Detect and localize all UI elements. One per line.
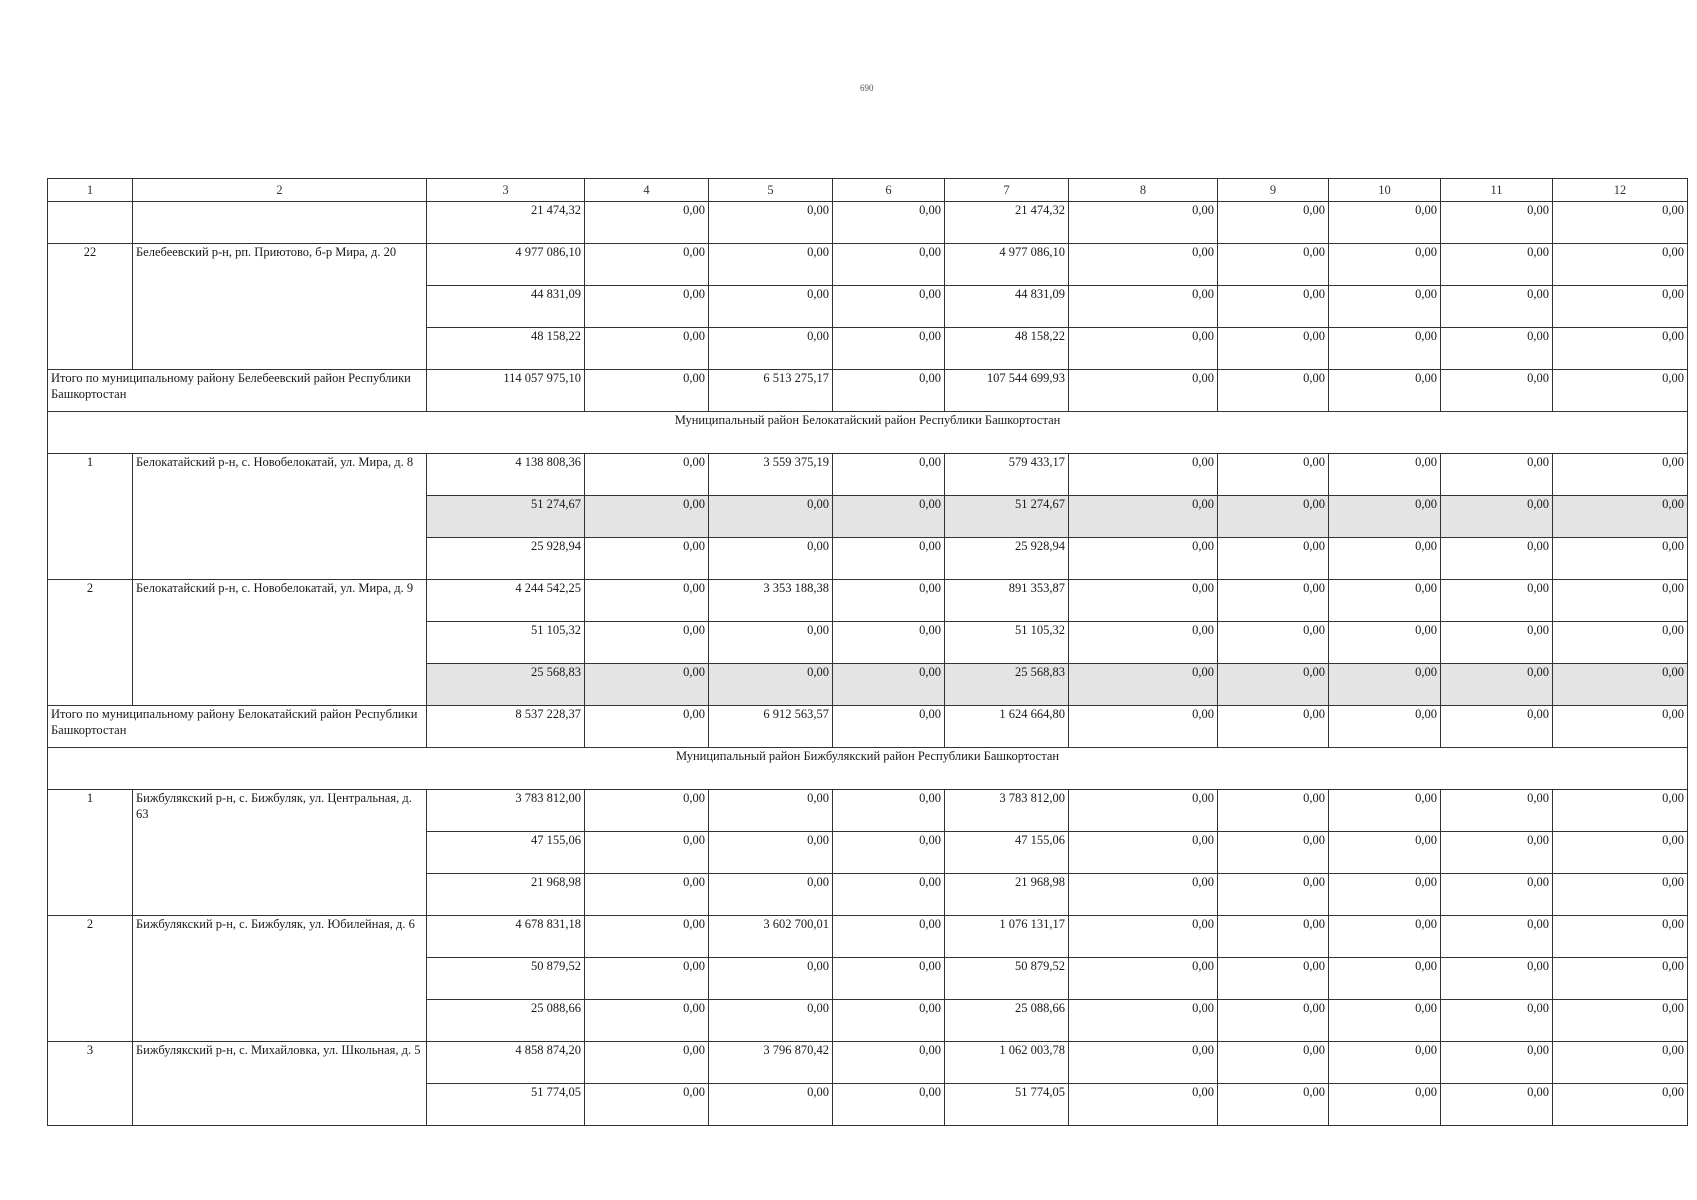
value-cell: 0,00 (833, 832, 945, 874)
value-cell: 0,00 (585, 1000, 709, 1042)
value-cell: 21 474,32 (427, 202, 585, 244)
value-cell: 0,00 (1553, 958, 1688, 1000)
total-label: Итого по муниципальному району Белебеевский район Республики Башкортостан (48, 370, 427, 412)
value-cell: 1 624 664,80 (945, 706, 1069, 748)
value-cell: 0,00 (585, 580, 709, 622)
value-cell: 0,00 (833, 538, 945, 580)
value-cell: 0,00 (585, 916, 709, 958)
value-cell: 51 274,67 (427, 496, 585, 538)
value-cell: 8 537 228,37 (427, 706, 585, 748)
value-cell: 0,00 (1329, 496, 1441, 538)
value-cell: 4 977 086,10 (945, 244, 1069, 286)
value-cell: 0,00 (1441, 328, 1553, 370)
value-cell: 0,00 (833, 622, 945, 664)
value-cell: 0,00 (1553, 664, 1688, 706)
value-cell: 0,00 (833, 706, 945, 748)
column-header: 3 (427, 179, 585, 202)
value-cell: 0,00 (833, 1042, 945, 1084)
value-cell: 0,00 (1069, 538, 1218, 580)
value-cell: 0,00 (709, 790, 833, 832)
value-cell: 0,00 (1329, 706, 1441, 748)
value-cell: 0,00 (585, 790, 709, 832)
value-cell: 0,00 (1441, 874, 1553, 916)
value-cell: 0,00 (1069, 916, 1218, 958)
value-cell: 21 474,32 (945, 202, 1069, 244)
value-cell: 0,00 (585, 622, 709, 664)
value-cell: 0,00 (833, 790, 945, 832)
value-cell: 0,00 (1218, 790, 1329, 832)
column-header: 9 (1218, 179, 1329, 202)
value-cell: 0,00 (1329, 832, 1441, 874)
value-cell: 0,00 (1069, 328, 1218, 370)
value-cell: 50 879,52 (945, 958, 1069, 1000)
value-cell: 6 513 275,17 (709, 370, 833, 412)
value-cell: 25 568,83 (945, 664, 1069, 706)
value-cell: 0,00 (709, 1000, 833, 1042)
total-row (48, 370, 1688, 412)
address-cell: Бижбулякский р-н, с. Бижбуляк, ул. Центральная, д. 63 (133, 790, 427, 916)
value-cell: 0,00 (585, 370, 709, 412)
value-cell: 0,00 (1069, 1000, 1218, 1042)
value-cell: 0,00 (833, 454, 945, 496)
value-cell: 51 774,05 (945, 1084, 1069, 1126)
table-row (48, 1042, 1688, 1084)
value-cell: 0,00 (1218, 286, 1329, 328)
value-cell: 0,00 (1441, 580, 1553, 622)
value-cell: 0,00 (1069, 664, 1218, 706)
value-cell: 0,00 (1441, 244, 1553, 286)
value-cell: 3 559 375,19 (709, 454, 833, 496)
value-cell: 0,00 (1069, 958, 1218, 1000)
value-cell: 0,00 (833, 496, 945, 538)
section-title: Муниципальный район Бижбулякский район Республики Башкортостан (48, 748, 1688, 790)
value-cell: 0,00 (585, 706, 709, 748)
column-header: 11 (1441, 179, 1553, 202)
value-cell: 0,00 (1069, 1042, 1218, 1084)
value-cell: 0,00 (709, 664, 833, 706)
value-cell: 25 568,83 (427, 664, 585, 706)
value-cell: 0,00 (1329, 790, 1441, 832)
column-header: 1 (48, 179, 133, 202)
value-cell: 0,00 (709, 622, 833, 664)
value-cell: 0,00 (1441, 706, 1553, 748)
value-cell: 0,00 (1069, 286, 1218, 328)
table-row (48, 580, 1688, 622)
value-cell: 0,00 (1553, 1000, 1688, 1042)
value-cell: 891 353,87 (945, 580, 1069, 622)
value-cell: 0,00 (1218, 580, 1329, 622)
value-cell: 0,00 (1069, 790, 1218, 832)
value-cell: 51 774,05 (427, 1084, 585, 1126)
value-cell: 0,00 (1553, 328, 1688, 370)
value-cell: 0,00 (1329, 958, 1441, 1000)
value-cell: 0,00 (1069, 874, 1218, 916)
value-cell: 0,00 (585, 202, 709, 244)
value-cell: 0,00 (1441, 538, 1553, 580)
row-index: 1 (48, 454, 133, 580)
value-cell: 0,00 (1553, 1084, 1688, 1126)
value-cell: 44 831,09 (427, 286, 585, 328)
value-cell: 25 928,94 (427, 538, 585, 580)
value-cell: 0,00 (709, 1084, 833, 1126)
value-cell: 0,00 (1069, 622, 1218, 664)
value-cell: 0,00 (1329, 1084, 1441, 1126)
value-cell: 0,00 (833, 244, 945, 286)
value-cell: 3 602 700,01 (709, 916, 833, 958)
column-header: 7 (945, 179, 1069, 202)
value-cell: 3 796 870,42 (709, 1042, 833, 1084)
value-cell: 0,00 (709, 328, 833, 370)
address-cell: Белокатайский р-н, с. Новобелокатай, ул. Мира, д. 8 (133, 454, 427, 580)
value-cell: 1 062 003,78 (945, 1042, 1069, 1084)
value-cell: 0,00 (1553, 370, 1688, 412)
value-cell: 0,00 (1069, 244, 1218, 286)
value-cell: 0,00 (1553, 454, 1688, 496)
value-cell: 0,00 (1329, 328, 1441, 370)
value-cell: 6 912 563,57 (709, 706, 833, 748)
value-cell: 0,00 (1218, 916, 1329, 958)
value-cell: 0,00 (1329, 370, 1441, 412)
value-cell: 0,00 (585, 958, 709, 1000)
value-cell: 51 105,32 (427, 622, 585, 664)
value-cell: 4 858 874,20 (427, 1042, 585, 1084)
value-cell: 0,00 (1069, 454, 1218, 496)
section-header-row (48, 748, 1688, 790)
value-cell: 0,00 (585, 1084, 709, 1126)
value-cell: 0,00 (709, 244, 833, 286)
column-header: 2 (133, 179, 427, 202)
value-cell: 0,00 (1441, 958, 1553, 1000)
value-cell: 0,00 (1441, 454, 1553, 496)
value-cell: 48 158,22 (945, 328, 1069, 370)
value-cell: 0,00 (1329, 454, 1441, 496)
value-cell: 0,00 (585, 328, 709, 370)
row-index: 2 (48, 580, 133, 706)
value-cell: 1 076 131,17 (945, 916, 1069, 958)
value-cell: 0,00 (1553, 202, 1688, 244)
row-index: 3 (48, 1042, 133, 1126)
column-header: 5 (709, 179, 833, 202)
row-index: 2 (48, 916, 133, 1042)
value-cell: 0,00 (1441, 790, 1553, 832)
value-cell: 0,00 (1441, 1042, 1553, 1084)
value-cell: 0,00 (1441, 916, 1553, 958)
value-cell: 107 544 699,93 (945, 370, 1069, 412)
value-cell: 0,00 (585, 664, 709, 706)
value-cell: 0,00 (833, 1000, 945, 1042)
value-cell: 0,00 (833, 874, 945, 916)
value-cell: 0,00 (585, 286, 709, 328)
value-cell: 4 678 831,18 (427, 916, 585, 958)
column-header: 10 (1329, 179, 1441, 202)
value-cell: 0,00 (1218, 1042, 1329, 1084)
value-cell: 4 244 542,25 (427, 580, 585, 622)
value-cell: 0,00 (1441, 1084, 1553, 1126)
value-cell: 0,00 (585, 874, 709, 916)
value-cell: 4 977 086,10 (427, 244, 585, 286)
value-cell: 0,00 (1329, 874, 1441, 916)
value-cell: 0,00 (585, 244, 709, 286)
value-cell: 3 783 812,00 (945, 790, 1069, 832)
value-cell: 0,00 (1069, 832, 1218, 874)
value-cell: 0,00 (709, 958, 833, 1000)
value-cell: 0,00 (709, 286, 833, 328)
column-header: 12 (1553, 179, 1688, 202)
table-row (48, 244, 1688, 286)
value-cell: 0,00 (833, 664, 945, 706)
value-cell: 0,00 (1553, 286, 1688, 328)
value-cell: 0,00 (1329, 664, 1441, 706)
table-row (48, 454, 1688, 496)
value-cell: 25 088,66 (427, 1000, 585, 1042)
value-cell: 0,00 (1553, 916, 1688, 958)
value-cell: 47 155,06 (427, 832, 585, 874)
value-cell: 0,00 (1218, 538, 1329, 580)
value-cell: 0,00 (833, 1084, 945, 1126)
value-cell: 0,00 (1218, 496, 1329, 538)
value-cell: 0,00 (709, 496, 833, 538)
value-cell: 0,00 (1218, 622, 1329, 664)
value-cell: 4 138 808,36 (427, 454, 585, 496)
value-cell: 0,00 (1441, 664, 1553, 706)
value-cell: 0,00 (1553, 622, 1688, 664)
value-cell: 0,00 (585, 1042, 709, 1084)
table-row (48, 790, 1688, 832)
value-cell: 0,00 (1553, 538, 1688, 580)
value-cell: 3 783 812,00 (427, 790, 585, 832)
value-cell: 0,00 (833, 370, 945, 412)
value-cell: 0,00 (1218, 244, 1329, 286)
value-cell: 0,00 (1441, 286, 1553, 328)
budget-table (47, 178, 1688, 1126)
section-title: Муниципальный район Белокатайский район Республики Башкортостан (48, 412, 1688, 454)
value-cell: 0,00 (585, 454, 709, 496)
value-cell: 0,00 (1218, 202, 1329, 244)
value-cell: 0,00 (1441, 1000, 1553, 1042)
value-cell: 0,00 (585, 538, 709, 580)
value-cell: 0,00 (1553, 1042, 1688, 1084)
value-cell: 0,00 (1329, 286, 1441, 328)
address-cell: Белокатайский р-н, с. Новобелокатай, ул. Мира, д. 9 (133, 580, 427, 706)
value-cell: 48 158,22 (427, 328, 585, 370)
value-cell: 0,00 (833, 958, 945, 1000)
value-cell: 0,00 (1329, 202, 1441, 244)
value-cell: 0,00 (1441, 370, 1553, 412)
address-cell: Белебеевский р-н, рп. Приютово, б-р Мира, д. 20 (133, 244, 427, 370)
value-cell: 0,00 (709, 874, 833, 916)
value-cell: 0,00 (1218, 370, 1329, 412)
table-row (48, 202, 1688, 244)
value-cell: 25 928,94 (945, 538, 1069, 580)
value-cell: 0,00 (1069, 202, 1218, 244)
address-cell: Бижбулякский р-н, с. Бижбуляк, ул. Юбилейная, д. 6 (133, 916, 427, 1042)
table-body (48, 179, 1688, 1126)
value-cell: 0,00 (1441, 496, 1553, 538)
value-cell: 0,00 (1069, 706, 1218, 748)
total-row (48, 706, 1688, 748)
value-cell: 0,00 (833, 286, 945, 328)
value-cell: 0,00 (1553, 790, 1688, 832)
value-cell: 0,00 (1218, 1000, 1329, 1042)
value-cell: 0,00 (1553, 832, 1688, 874)
value-cell: 47 155,06 (945, 832, 1069, 874)
value-cell: 0,00 (585, 832, 709, 874)
value-cell: 0,00 (1069, 1084, 1218, 1126)
value-cell: 0,00 (1218, 328, 1329, 370)
value-cell: 0,00 (1329, 580, 1441, 622)
section-header-row (48, 412, 1688, 454)
value-cell: 0,00 (1218, 454, 1329, 496)
value-cell: 51 274,67 (945, 496, 1069, 538)
value-cell: 0,00 (1553, 496, 1688, 538)
value-cell: 21 968,98 (945, 874, 1069, 916)
value-cell: 0,00 (1553, 706, 1688, 748)
value-cell: 0,00 (1553, 580, 1688, 622)
value-cell: 0,00 (1218, 832, 1329, 874)
value-cell: 3 353 188,38 (709, 580, 833, 622)
address-cell (133, 202, 427, 244)
page-number: 690 (860, 83, 874, 93)
column-header: 6 (833, 179, 945, 202)
value-cell: 44 831,09 (945, 286, 1069, 328)
value-cell: 0,00 (1218, 958, 1329, 1000)
value-cell: 0,00 (1329, 916, 1441, 958)
address-cell: Бижбулякский р-н, с. Михайловка, ул. Школьная, д. 5 (133, 1042, 427, 1126)
column-number-row (48, 179, 1688, 202)
value-cell: 0,00 (1329, 1000, 1441, 1042)
value-cell: 0,00 (1218, 1084, 1329, 1126)
row-index: 22 (48, 244, 133, 370)
value-cell: 21 968,98 (427, 874, 585, 916)
value-cell: 0,00 (1218, 706, 1329, 748)
value-cell: 0,00 (833, 916, 945, 958)
total-label: Итого по муниципальному району Белокатайский район Республики Башкортостан (48, 706, 427, 748)
value-cell: 0,00 (1069, 496, 1218, 538)
value-cell: 0,00 (1553, 874, 1688, 916)
value-cell: 0,00 (1329, 1042, 1441, 1084)
value-cell: 0,00 (1069, 370, 1218, 412)
value-cell: 0,00 (585, 496, 709, 538)
value-cell: 0,00 (709, 538, 833, 580)
value-cell: 0,00 (833, 580, 945, 622)
value-cell: 0,00 (1329, 244, 1441, 286)
row-index: 1 (48, 790, 133, 916)
value-cell: 0,00 (1329, 622, 1441, 664)
value-cell: 0,00 (1553, 244, 1688, 286)
column-header: 8 (1069, 179, 1218, 202)
value-cell: 0,00 (1441, 832, 1553, 874)
value-cell: 0,00 (1218, 874, 1329, 916)
value-cell: 0,00 (833, 328, 945, 370)
value-cell: 0,00 (1069, 580, 1218, 622)
value-cell: 50 879,52 (427, 958, 585, 1000)
value-cell: 114 057 975,10 (427, 370, 585, 412)
table-row (48, 916, 1688, 958)
value-cell: 0,00 (709, 832, 833, 874)
value-cell: 51 105,32 (945, 622, 1069, 664)
value-cell: 0,00 (1329, 538, 1441, 580)
value-cell: 0,00 (1441, 202, 1553, 244)
value-cell: 0,00 (709, 202, 833, 244)
value-cell: 579 433,17 (945, 454, 1069, 496)
value-cell: 25 088,66 (945, 1000, 1069, 1042)
row-index (48, 202, 133, 244)
column-header: 4 (585, 179, 709, 202)
value-cell: 0,00 (1218, 664, 1329, 706)
value-cell: 0,00 (833, 202, 945, 244)
value-cell: 0,00 (1441, 622, 1553, 664)
